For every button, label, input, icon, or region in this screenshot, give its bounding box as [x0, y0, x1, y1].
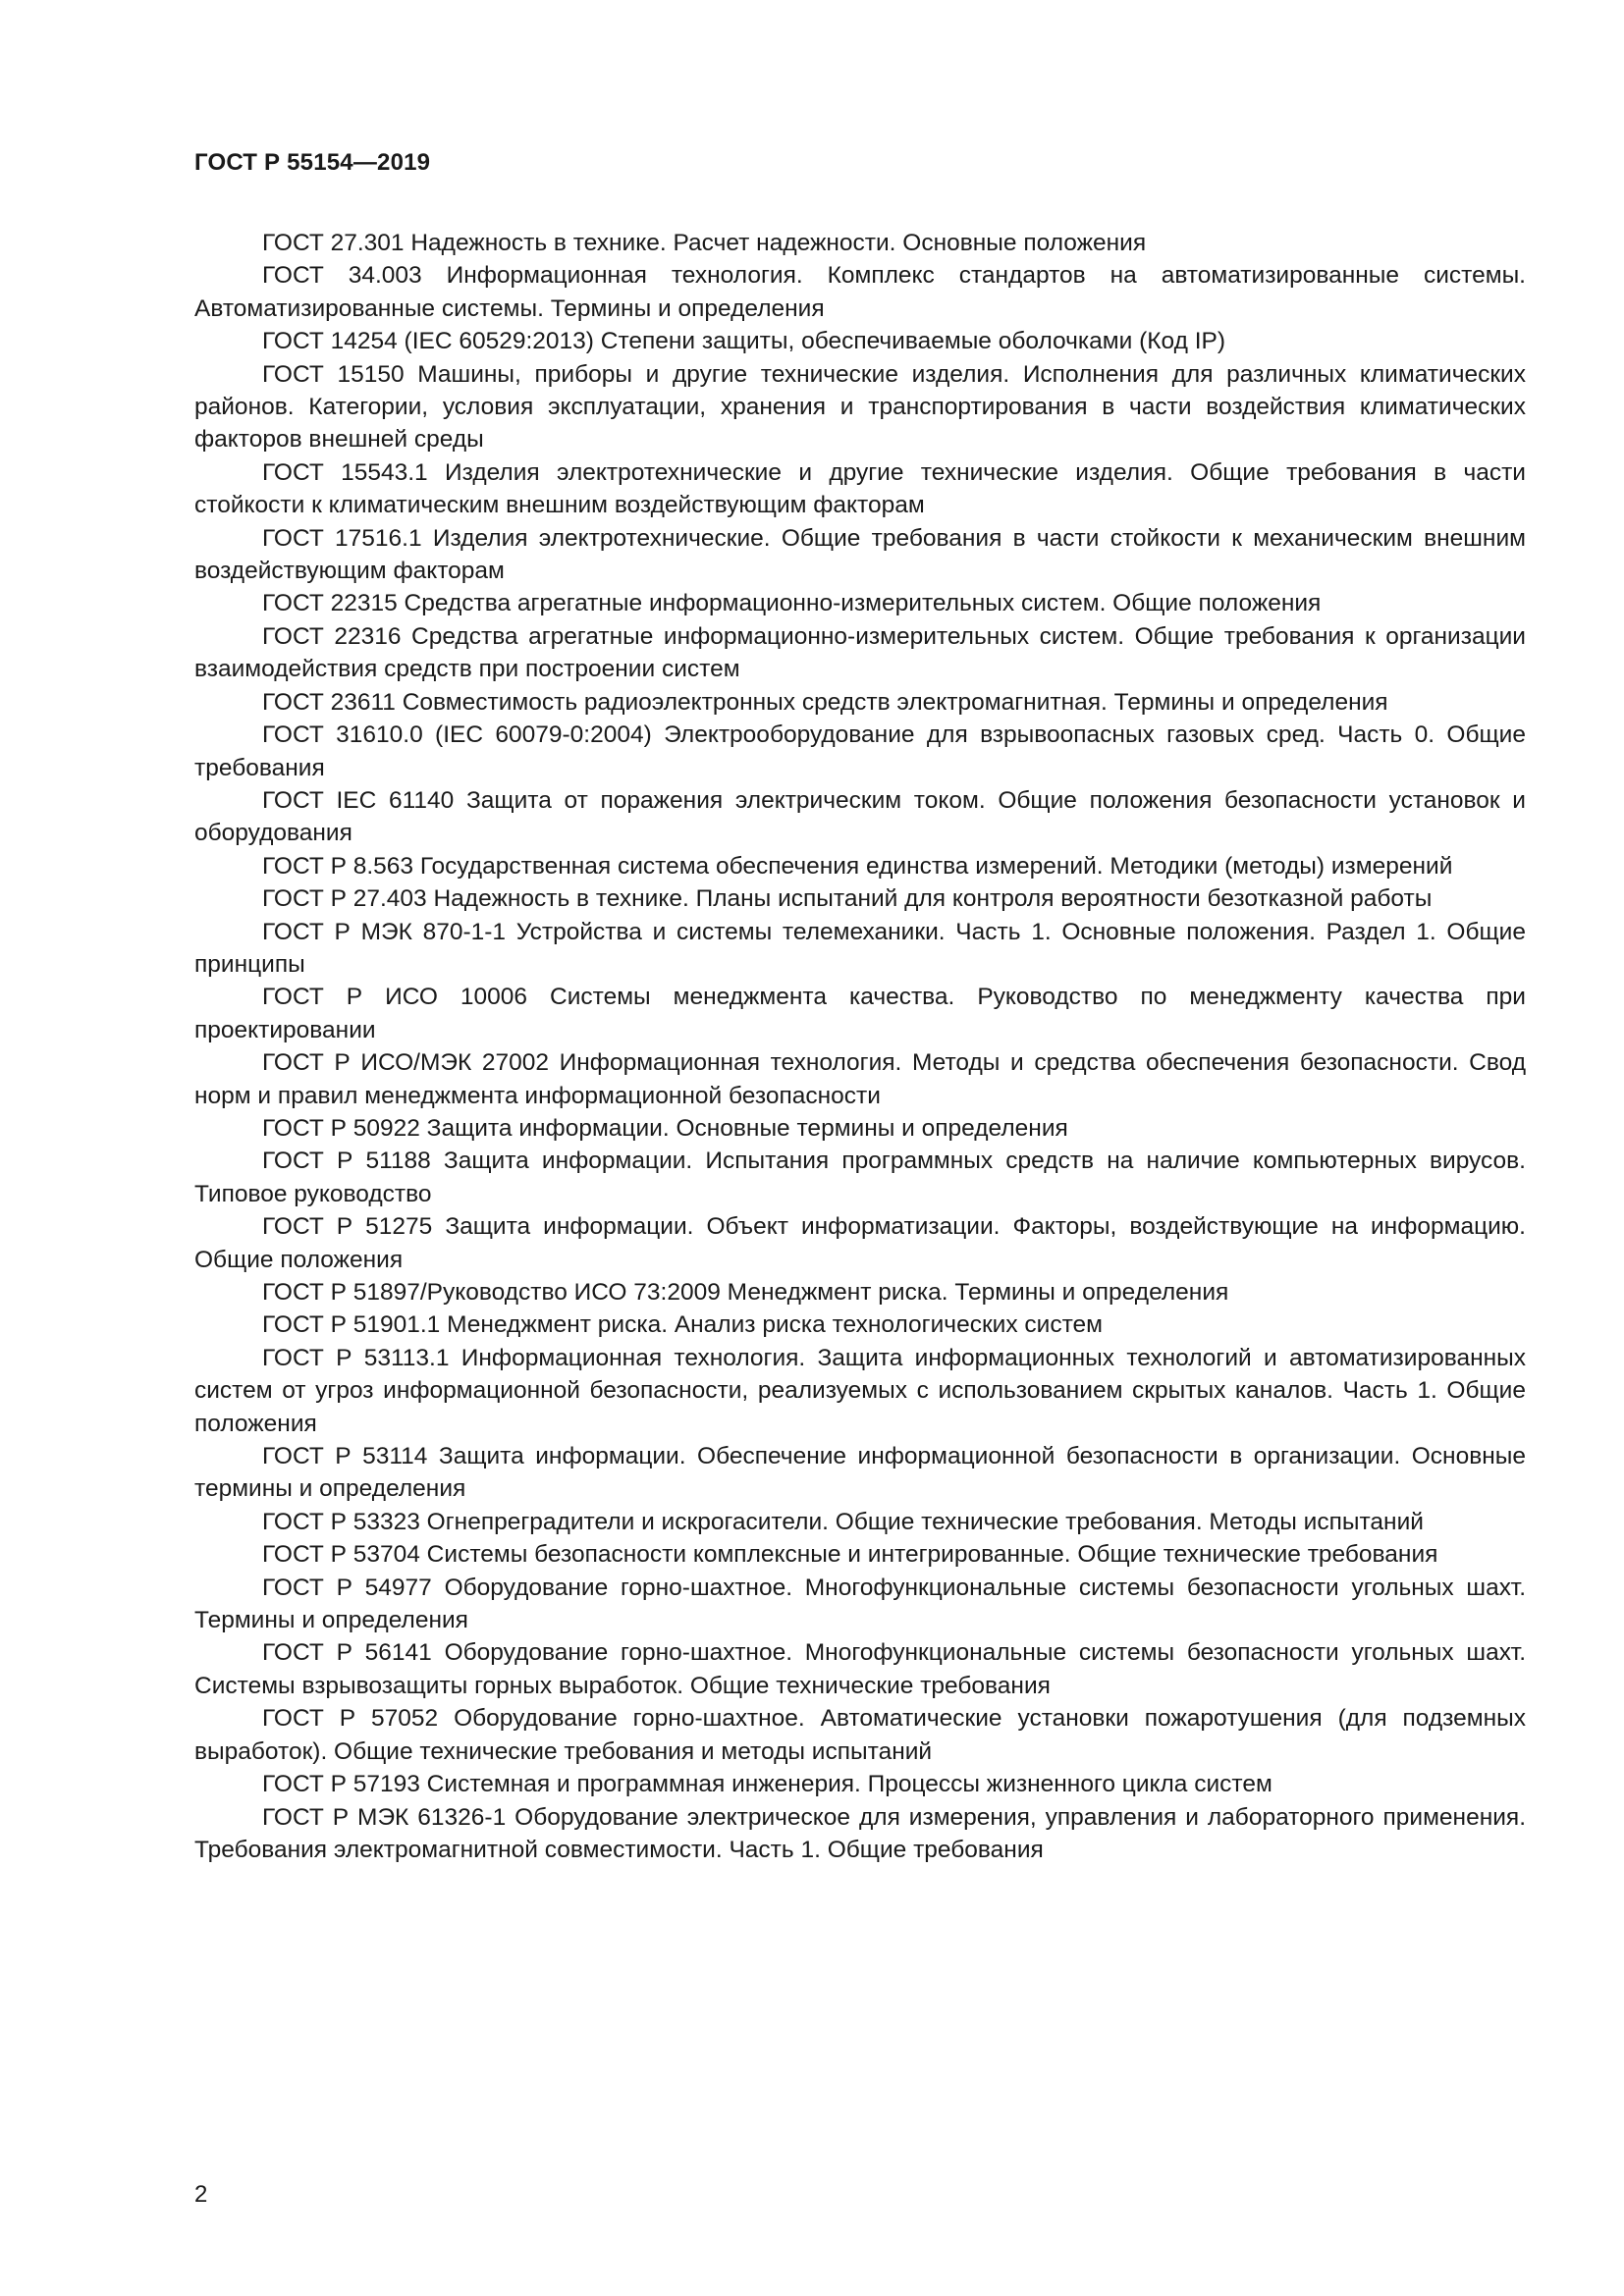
reference-item: ГОСТ Р 8.563 Государственная система обеспечения единства измерений. Методики (методы) измерений: [262, 852, 1453, 880]
reference-item: ГОСТ IEC 61140 Защита от поражения электрическим током. Общие положения безопасности установок и оборудования: [194, 786, 1526, 847]
reference-item: ГОСТ Р 50922 Защита информации. Основные термины и определения: [262, 1114, 1068, 1142]
reference-item: ГОСТ Р 53323 Огнепреградители и искрогасители. Общие технические требования. Методы испытаний: [262, 1508, 1424, 1535]
reference-item: ГОСТ Р 53114 Защита информации. Обеспечение информационной безопасности в организации. Основные термины и определения: [194, 1443, 1526, 1503]
reference-item: ГОСТ Р 57052 Оборудование горно-шахтное. Автоматические установки пожаротушения (для подземных выработок). Общие технические требования и методы испытаний: [194, 1705, 1526, 1765]
reference-item: ГОСТ Р 54977 Оборудование горно-шахтное. Многофункциональные системы безопасности угольных шахт. Термины и определения: [194, 1574, 1526, 1634]
reference-item: ГОСТ 27.301 Надежность в технике. Расчет надежности. Основные положения: [262, 230, 1147, 256]
reference-item: ГОСТ 15150 Машины, приборы и другие технические изделия. Исполнения для различных климатических районов. Категории, условия эксплуатации, хранения и транспортирования в части воздействия климатических факторов внешней среды: [194, 360, 1526, 454]
page-number: 2: [194, 2181, 208, 2208]
reference-item: ГОСТ Р ИСО/МЭК 27002 Информационная технология. Методы и средства обеспечения безопасности. Свод норм и правил менеджмента информационной безопасности: [194, 1049, 1526, 1109]
reference-item: ГОСТ Р 51897/Руководство ИСО 73:2009 Менеджмент риска. Термины и определения: [262, 1279, 1229, 1306]
reference-item: ГОСТ 14254 (IEC 60529:2013) Степени защиты, обеспечиваемые оболочками (Код IP): [262, 328, 1226, 355]
reference-item: ГОСТ 17516.1 Изделия электротехнические. Общие требования в части стойкости к механическим внешним воздействующим факторам: [194, 524, 1526, 585]
reference-item: ГОСТ 22315 Средства агрегатные информационно-измерительных систем. Общие положения: [262, 590, 1322, 617]
reference-item: ГОСТ 34.003 Информационная технология. Комплекс стандартов на автоматизированные системы. Автоматизированные системы. Термины и определения: [194, 262, 1526, 322]
reference-item: ГОСТ Р 57193 Системная и программная инженерия. Процессы жизненного цикла систем: [262, 1771, 1272, 1798]
reference-item: ГОСТ Р ИСО 10006 Системы менеджмента качества. Руководство по менеджменту качества при проектировании: [194, 984, 1526, 1043]
reference-item: ГОСТ 15543.1 Изделия электротехнические и другие технические изделия. Общие требования в части стойкости к климатическим внешним воздействующим факторам: [194, 458, 1526, 519]
reference-item: ГОСТ Р 53113.1 Информационная технология. Защита информационных технологий и автоматизированных систем от угроз информационной безопасности, реализуемых с использованием скрытых каналов. Часть 1. Общие положения: [194, 1344, 1526, 1437]
reference-item: ГОСТ Р 53704 Системы безопасности комплексные и интегрированные. Общие технические требования: [262, 1541, 1438, 1569]
reference-item: ГОСТ Р МЭК 61326-1 Оборудование электрическое для измерения, управления и лабораторного применения. Требования электромагнитной совместимости. Часть 1. Общие требования: [194, 1803, 1526, 1863]
reference-item: ГОСТ Р 51275 Защита информации. Объект информатизации. Факторы, воздействующие на информацию. Общие положения: [194, 1213, 1526, 1273]
normative-references-list: [194, 227, 1526, 1866]
document-header: ГОСТ Р 55154—2019: [194, 149, 431, 176]
reference-item: ГОСТ 31610.0 (IEC 60079-0:2004) Электрооборудование для взрывоопасных газовых сред. Часть 0. Общие требования: [194, 721, 1526, 781]
reference-item: ГОСТ 22316 Средства агрегатные информационно-измерительных систем. Общие требования к организации взаимодействия средств при построении систем: [194, 622, 1526, 683]
reference-item: ГОСТ Р 27.403 Надежность в технике. Планы испытаний для контроля вероятности безотказной работы: [262, 885, 1433, 913]
reference-item: ГОСТ Р 56141 Оборудование горно-шахтное. Многофункциональные системы безопасности угольных шахт. Системы взрывозащиты горных выработок. Общие технические требования: [194, 1639, 1526, 1699]
reference-item: ГОСТ Р 51188 Защита информации. Испытания программных средств на наличие компьютерных вирусов. Типовое руководство: [194, 1148, 1526, 1207]
reference-item: ГОСТ Р МЭК 870-1-1 Устройства и системы телемеханики. Часть 1. Основные положения. Раздел 1. Общие принципы: [194, 918, 1526, 978]
reference-item: ГОСТ 23611 Совместимость радиоэлектронных средств электромагнитная. Термины и определения: [262, 688, 1388, 716]
reference-item: ГОСТ Р 51901.1 Менеджмент риска. Анализ риска технологических систем: [262, 1311, 1104, 1339]
